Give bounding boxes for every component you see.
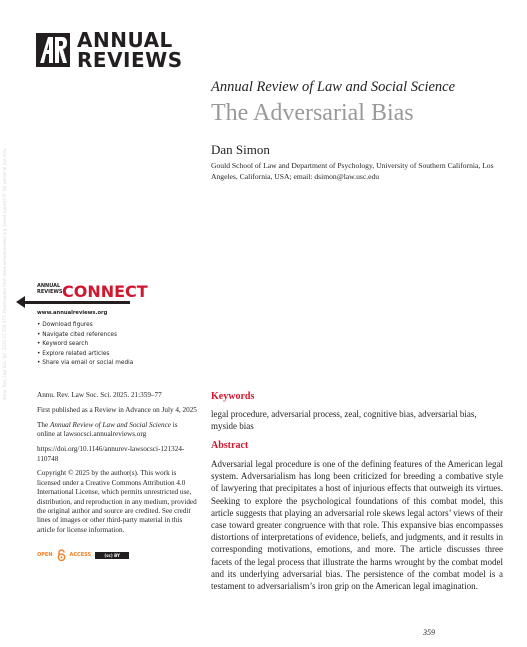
connect-brand-line-1: ANNUAL [37,283,61,289]
ar-logo-icon [36,33,70,67]
annual-reviews-logo-text [77,30,183,70]
online-suffix: is online at lawsocsci.annualreviews.org [37,420,178,439]
author-affiliation: Gould School of Law and Department of Psychology, University of Southern California, Los Angeles, California, USA; email: dsimon@law.usc.edu [211,161,494,181]
doi-link[interactable]: https://doi.org/10.1146/annurev-lawsocsci-121324-110748 [37,445,185,463]
connect-arrow-bar [22,301,130,304]
download-watermark: Annu. Rev. Law Soc. Sci. 2025.21:359-377. Downloaded from www.annualreviews.org. Guest (guest) IP: For personal use only. [2,147,7,400]
page-number: 359 [423,628,435,637]
connect-brand [37,284,63,295]
abstract-heading: Abstract [211,440,249,451]
article-title: The Adversarial Bias [211,100,414,126]
open-lock-icon [57,549,66,561]
abstract-text: Adversarial legal procedure is one of the defining features of the American legal system. Adversarialism has long been criticized for breeding a combative style of lawyering that precipitates a host of injurious effects that outweigh its virtues. Seeking to explore the psychological foundations of this combat model, this article suggests that playing an adversarial role skews legal actors’ views of their case toward greater congruence with that role. This expansive bias encompasses distortions of interpretations of evidence, beliefs, and judgments, and it results in corresponding motivations, emotions, and more. The article discusses three facets of the legal process that illustrate the harms wrought by the combat model and its underlying adversarial bias. The persistence of the combat model is a testament to adversarialism’s iron grip on the American legal imagination. [211,459,503,592]
online-journal: Annual Review of Law and Social Science [49,420,171,429]
open-label: OPEN [37,552,53,558]
connect-features-list [37,321,133,369]
open-access-badge [37,549,129,561]
keywords-text: legal procedure, adversarial process, zeal, cognitive bias, adversarial bias, myside bias [211,409,477,431]
connect-item: • Share via email or social media [37,360,134,367]
logo-line-1: ANNUAL [77,28,173,52]
journal-name: Annual Review of Law and Social Science [211,79,456,95]
access-label: ACCESS [69,552,92,558]
logo-line-2: REVIEWS [77,48,183,72]
annual-reviews-logo-mark [36,33,70,67]
copyright-notice: Copyright © 2025 by the author(s). This work is licensed under a Creative Commons Attribution 4.0 International License, which permits unrestricted use, distribution, and reproduction in any medium, provided the original author and source are credited. See credit lines of images or other third-party material in this article for license information. [37,469,197,534]
keywords-heading: Keywords [211,391,255,402]
connect-brand-line-2: REVIEWS [37,288,63,295]
online-location [37,421,197,440]
first-published: First published as a Review in Advance on July 4, 2025 [37,405,197,414]
author-name: Dan Simon [211,142,270,157]
connect-item: • Download figures [37,322,93,328]
cc-by-icon[interactable]: (cc) BY [95,552,129,559]
arrow-left-icon [16,296,25,308]
connect-item: • Navigate cited references [37,331,117,338]
connect-item: • Explore related articles [37,350,110,357]
citation: Annu. Rev. Law Soc. Sci. 2025. 21:359–77 [37,391,162,399]
article-info-sidebar [37,391,197,541]
online-prefix: The [37,420,50,429]
connect-url-link[interactable]: www.annualreviews.org [37,310,108,316]
connect-item: • Keyword search [37,341,89,348]
connect-word: CONNECT [62,282,148,301]
